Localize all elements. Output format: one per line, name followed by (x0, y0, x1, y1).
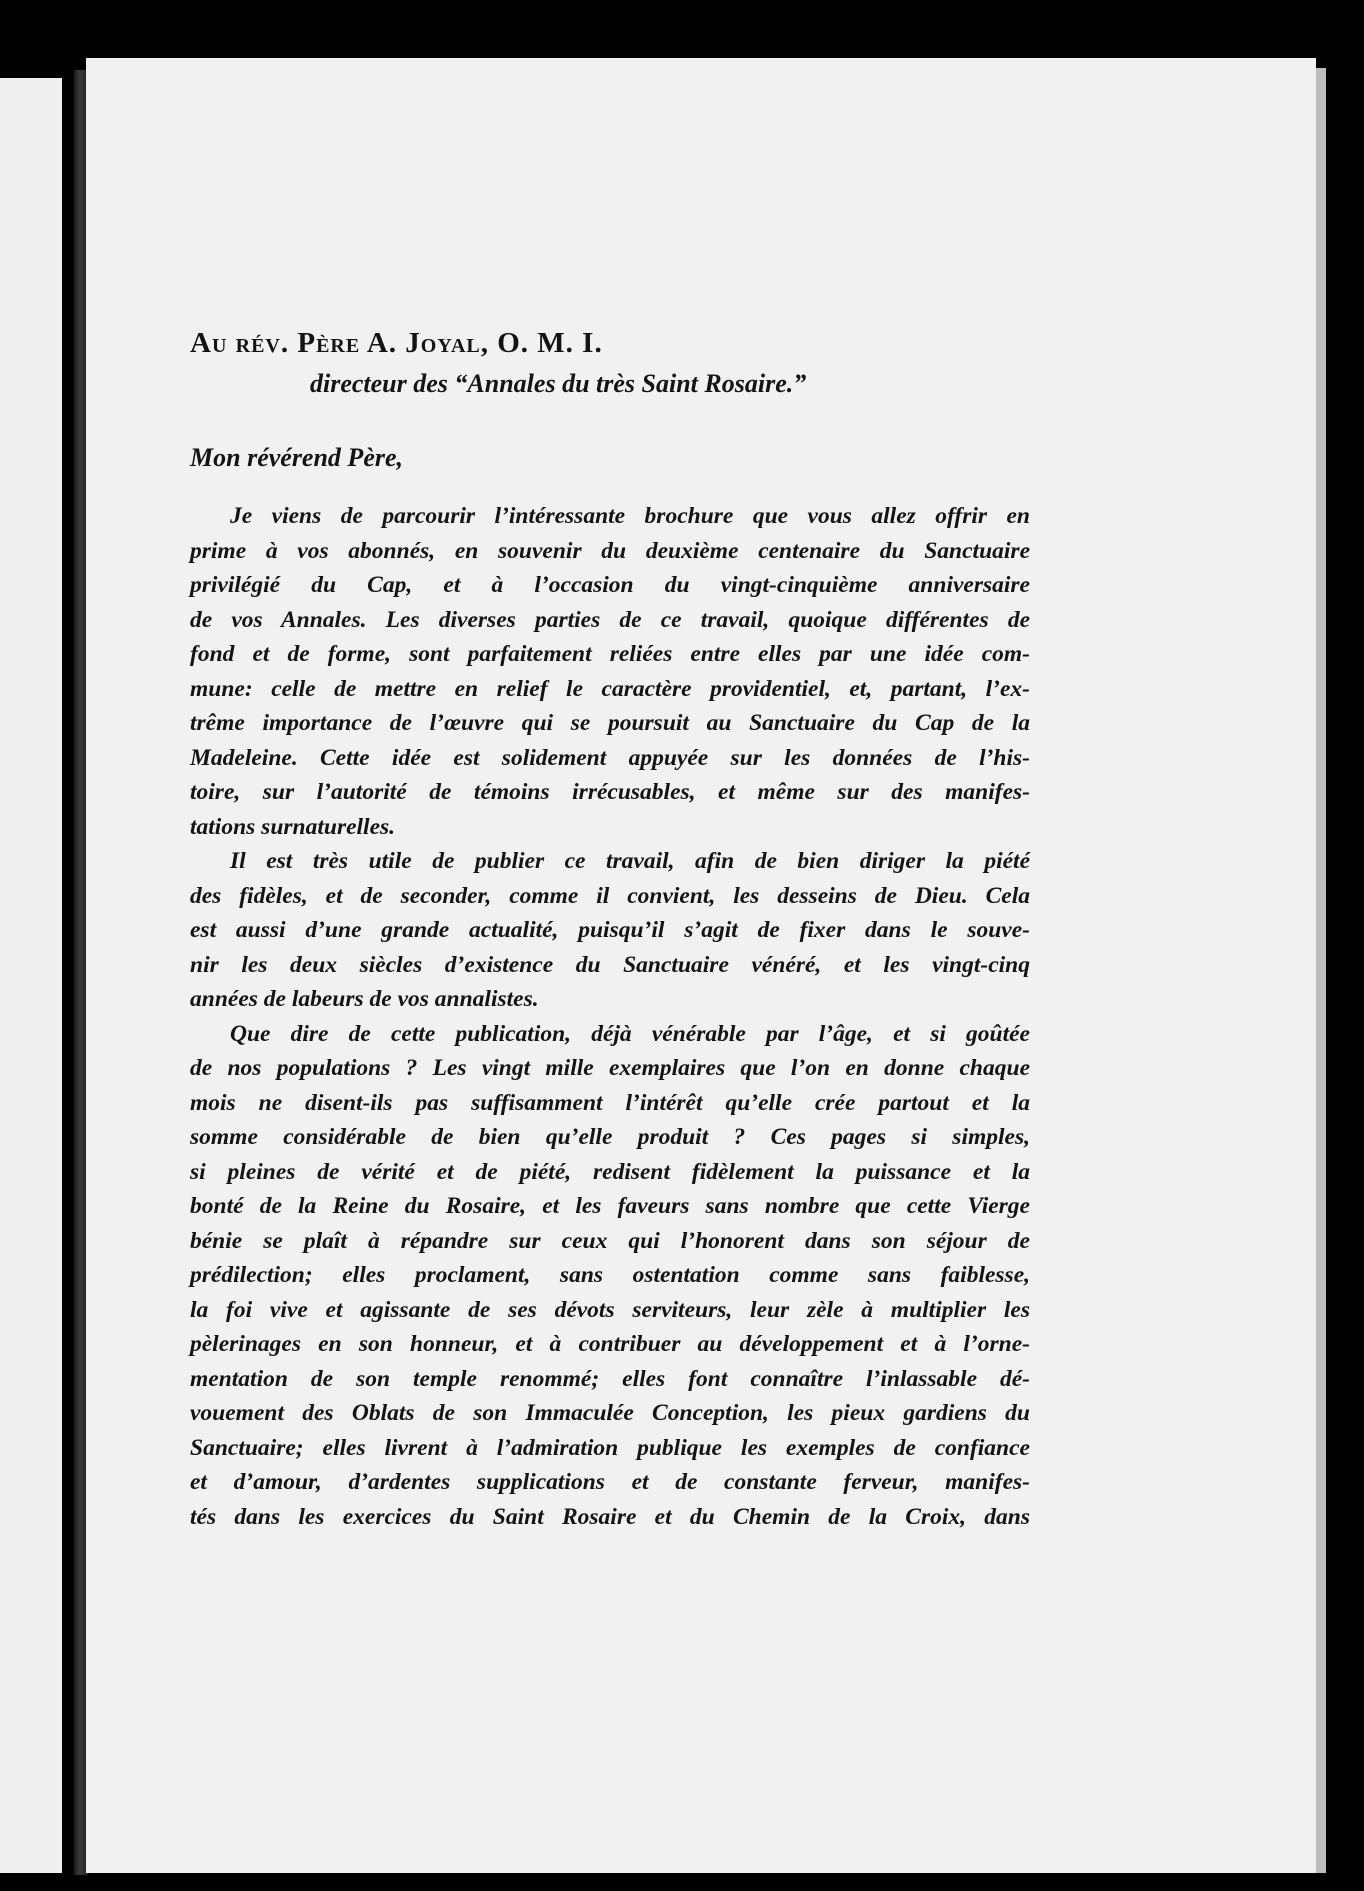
text-line: Sanctuaire; elles livrent à l’admiration publique les exemples de confiance (190, 1434, 1030, 1461)
text-line: des fidèles, et de seconder, comme il convient, les desseins de Dieu. Cela (190, 882, 1030, 909)
text-line: de vos Annales. Les diverses parties de ce travail, quoique différentes de (190, 606, 1030, 633)
paragraph (190, 844, 1030, 1017)
text-line: nir les deux siècles d’existence du Sanctuaire vénéré, et les vingt-cinq (190, 951, 1030, 978)
text-line: toire, sur l’autorité de témoins irrécusables, et même sur des manifes- (190, 779, 1030, 805)
text-line: mentation de son temple renommé; elles font connaître l’inlassable dé- (190, 1365, 1030, 1392)
text-line: prédilection; elles proclament, sans ostentation comme sans faiblesse, (190, 1262, 1030, 1288)
text-line: années de labeurs de vos annalistes. (190, 986, 539, 1012)
letter-salutation: Mon révérend Père, (190, 443, 404, 472)
text-line: somme considérable de bien qu’elle produit ? Ces pages si simples, (190, 1124, 1030, 1150)
text-line: la foi vive et agissante de ses dévots serviteurs, leur zèle à multiplier les (190, 1296, 1030, 1323)
text-line: trême importance de l’œuvre qui se poursuit au Sanctuaire du Cap de la (190, 710, 1030, 736)
text-line: prime à vos abonnés, en souvenir du deuxième centenaire du Sanctuaire (190, 537, 1030, 564)
text-line: Je viens de parcourir l’intéressante brochure que vous allez offrir en (230, 503, 1030, 529)
text-line: bénie se plaît à répandre sur ceux qui l’honorent dans son séjour de (190, 1227, 1030, 1254)
text-line: bonté de la Reine du Rosaire, et les faveurs sans nombre que cette Vierge (190, 1193, 1030, 1219)
letter-body (190, 499, 1030, 1534)
facing-page-edge (0, 78, 62, 1873)
text-line: tés dans les exercices du Saint Rosaire et du Chemin de la Croix, dans (190, 1503, 1030, 1530)
letter-subheading: directeur des “Annales du très Saint Rosaire.” (310, 369, 807, 398)
text-line: tations surnaturelles. (190, 813, 396, 840)
text-line: et d’amour, d’ardentes supplications et de constante ferveur, manifes- (190, 1469, 1030, 1495)
text-line: pèlerinages en son honneur, et à contribuer au développement et à l’orne- (190, 1331, 1030, 1357)
paragraph (190, 499, 1030, 844)
paragraph (190, 1017, 1030, 1535)
text-line: de nos populations ? Les vingt mille exemplaires que l’on en donne chaque (190, 1055, 1030, 1081)
page-edge-shadow (1316, 68, 1326, 1873)
text-line: Il est très utile de publier ce travail, afin de bien diriger la piété (230, 848, 1030, 874)
letter-text (190, 325, 1030, 1534)
text-line: si pleines de vérité et de piété, redisent fidèlement la puissance et la (190, 1158, 1030, 1185)
text-line: Madeleine. Cette idée est solidement appuyée sur les données de l’his- (190, 744, 1030, 771)
text-line: mois ne disent-ils pas suffisamment l’intérêt qu’elle crée partout et la (190, 1089, 1030, 1116)
letter-heading: Au rév. Père A. Joyal, O. M. I. (190, 327, 603, 359)
text-line: privilégié du Cap, et à l’occasion du vingt-cinquième anniversaire (190, 572, 1030, 598)
text-line: fond et de forme, sont parfaitement reliées entre elles par une idée com- (190, 641, 1030, 667)
text-line: vouement des Oblats de son Immaculée Conception, les pieux gardiens du (190, 1400, 1030, 1426)
text-line: Que dire de cette publication, déjà vénérable par l’âge, et si goûtée (230, 1020, 1030, 1047)
text-line: mune: celle de mettre en relief le caractère providentiel, et, partant, l’ex- (190, 675, 1030, 702)
text-line: est aussi d’une grande actualité, puisqu’il s’agit de fixer dans le souve- (190, 917, 1030, 943)
